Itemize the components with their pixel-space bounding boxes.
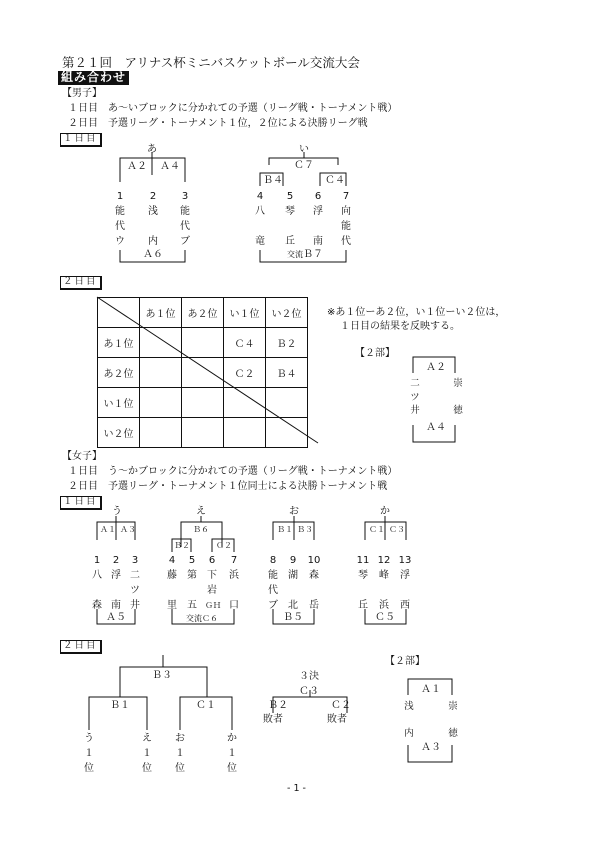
girls-team-6: 6 下 岩 ＧＨ: [205, 555, 221, 610]
girls-third-right-sub: 敗者: [327, 714, 347, 725]
girls-third-right: Ｃ２: [331, 700, 351, 711]
girls-team-9: 9 湖 北: [288, 555, 298, 611]
girls-block-u-bottom: Ａ５: [106, 612, 126, 623]
table-cell: Ｃ４: [224, 328, 266, 358]
table-cell: [140, 388, 182, 418]
table-cell: [182, 358, 224, 388]
girls-final-entrant-ka: か １ 位: [227, 733, 237, 774]
girls-final-entrant-o: お １ 位: [175, 733, 185, 774]
table-cell: Ｃ２: [224, 358, 266, 388]
page-number: - 1 -: [287, 783, 306, 794]
girls-block-ka-bottom: Ｃ５: [375, 612, 395, 623]
boys-part2-right-team: 崇 徳: [453, 378, 463, 416]
table-column-header: あ２位: [182, 298, 224, 328]
table-cell: [182, 328, 224, 358]
girls-block-o-top-right: Ｂ３: [297, 525, 313, 534]
boys-block-i-right: Ｃ４: [325, 175, 345, 186]
girls-team-2: 2 浮 南: [111, 555, 121, 611]
girls-block-e-left: Ｂ２: [174, 541, 190, 550]
boys-team-6: 6 浮 南: [313, 191, 323, 247]
table-row-header: あ１位: [98, 328, 140, 358]
table-cell: [266, 388, 308, 418]
boys-block-a-top-right: Ａ４: [160, 161, 180, 172]
girls-final-entrant-u: う １ 位: [84, 733, 94, 774]
boys-day2-description: ２日目 予選リーグ・トーナメント１位，２位による決勝リーグ戦: [68, 118, 368, 129]
boys-day1-label: １日目: [60, 133, 102, 147]
table-column-header: あ１位: [140, 298, 182, 328]
boys-day2-label: ２日目: [60, 276, 102, 290]
boys-part2-top: Ａ２: [426, 362, 446, 373]
table-row: [98, 418, 308, 448]
boys-block-i-name: い: [299, 144, 309, 155]
boys-block-a-name: あ: [147, 144, 157, 155]
table-column-header: い２位: [266, 298, 308, 328]
boys-block-i-bottom-prefix: 交流: [287, 250, 303, 259]
boys-block-i-left: Ｂ４: [263, 175, 283, 186]
girls-block-u-top-right: Ａ３: [120, 525, 136, 534]
girls-final-left: Ｂ１: [110, 700, 130, 711]
girls-team-3: 3 二 ツ 井: [130, 555, 140, 611]
girls-day2-label: ２日目: [60, 640, 102, 654]
girls-team-11: 11 琴 丘: [356, 555, 370, 611]
section-banner: 組み合わせ: [58, 71, 129, 85]
girls-final-top: Ｂ３: [152, 670, 172, 681]
girls-block-u-name: う: [112, 506, 122, 517]
table-cell: [224, 418, 266, 448]
girls-block-o-top-left: Ｂ１: [277, 525, 293, 534]
table-cell: [140, 418, 182, 448]
girls-team-4: 4 藤 里: [167, 555, 177, 611]
boys-part2-bottom: Ａ４: [426, 422, 446, 433]
girls-block-o-name: お: [289, 506, 299, 517]
boys-league-table: [97, 297, 308, 448]
boys-block-i-top: Ｃ７: [294, 160, 314, 171]
boys-day1-description: １日目 あ～いブロックに分かれての予選（リーグ戦・トーナメント戦）: [68, 103, 398, 114]
boys-team-1: 1 能 代 ウ: [115, 191, 125, 247]
table-cell: Ｂ４: [266, 358, 308, 388]
girls-team-7: 7 浜 口: [229, 555, 239, 611]
table-row-header: あ２位: [98, 358, 140, 388]
table-cell: [182, 388, 224, 418]
boys-part2-left-team: 二 ツ 井: [410, 378, 420, 416]
girls-block-ka-name: か: [380, 506, 390, 517]
boys-team-3: 3 能 代 ブ: [180, 191, 190, 247]
girls-third-code: Ｃ３: [299, 686, 319, 697]
boys-block-a-bottom: Ａ６: [143, 249, 163, 260]
boys-note-line2: １日目の結果を反映する。: [340, 321, 460, 332]
table-row: [98, 358, 308, 388]
table-row: [98, 388, 308, 418]
table-row: [98, 328, 308, 358]
girls-team-10: 10 森 岳: [307, 555, 321, 611]
boys-team-7: 7 向 能 代: [341, 191, 351, 247]
girls-day2-description: ２日目 予選リーグ・トーナメント１位同士による決勝トーナメント戦: [68, 481, 388, 492]
boys-heading: 【男子】: [62, 88, 102, 99]
girls-block-e-name: え: [196, 506, 206, 517]
girls-part2-left-team: 浅 内: [404, 701, 414, 739]
girls-part2-bottom: Ａ３: [421, 742, 441, 753]
girls-third-left: Ｂ２: [268, 700, 288, 711]
boys-team-2: 2 浅 内: [148, 191, 158, 247]
table-row-header: い２位: [98, 418, 140, 448]
girls-block-e-bottom: 交流Ｃ６: [186, 614, 218, 623]
table-cell: [266, 418, 308, 448]
girls-team-5: 5 第 五: [187, 555, 197, 611]
table-cell: Ｂ２: [266, 328, 308, 358]
boys-block-a-top-left: Ａ２: [127, 161, 147, 172]
table-column-header: い１位: [224, 298, 266, 328]
girls-final-right: Ｃ１: [196, 700, 216, 711]
girls-block-u-top-left: Ａ１: [100, 525, 116, 534]
girls-day1-label: １日目: [60, 496, 102, 510]
table-cell: [140, 358, 182, 388]
girls-part2-right-team: 崇 徳: [448, 701, 458, 739]
table-cell: [182, 418, 224, 448]
girls-team-13: 13 浮 西: [398, 555, 412, 611]
girls-part2-label: 【２部】: [385, 656, 425, 667]
boys-block-i-bottom: 交流Ｂ７: [287, 249, 323, 260]
girls-third-title: ３決: [299, 671, 319, 682]
table-corner-cell: [98, 298, 140, 328]
girls-block-o-bottom: Ｂ５: [283, 612, 303, 623]
girls-third-left-sub: 敗者: [263, 714, 283, 725]
girls-day1-description: １日目 う～かブロックに分かれての予選（リーグ戦・トーナメント戦）: [68, 466, 398, 477]
boys-team-4: 4 八 竜: [255, 191, 265, 247]
boys-part2-label: 【２部】: [355, 348, 395, 359]
page-title: 第２１回 アリナス杯ミニバスケットボール交流大会: [62, 55, 360, 70]
girls-team-1: 1 八 森: [92, 555, 102, 611]
girls-team-12: 12 峰 浜: [377, 555, 391, 611]
girls-block-e-top: Ｂ６: [193, 525, 209, 534]
boys-team-5: 5 琴 丘: [285, 191, 295, 247]
boys-note-line1: ※あ１位ーあ２位，い１位ーい２位は，: [327, 307, 506, 318]
girls-part2-top: Ａ１: [421, 684, 441, 695]
girls-heading: 【女子】: [62, 451, 102, 462]
table-row-header: い１位: [98, 388, 140, 418]
girls-block-ka-top-right: Ｃ３: [389, 525, 405, 534]
table-cell: [224, 388, 266, 418]
girls-final-entrant-e: え １ 位: [142, 733, 152, 774]
girls-block-ka-top-left: Ｃ１: [369, 525, 385, 534]
girls-team-8: 8 能 代 ブ: [268, 555, 278, 611]
table-cell: [140, 328, 182, 358]
table-header-row: [98, 298, 308, 328]
girls-block-e-right: Ｃ２: [216, 541, 232, 550]
